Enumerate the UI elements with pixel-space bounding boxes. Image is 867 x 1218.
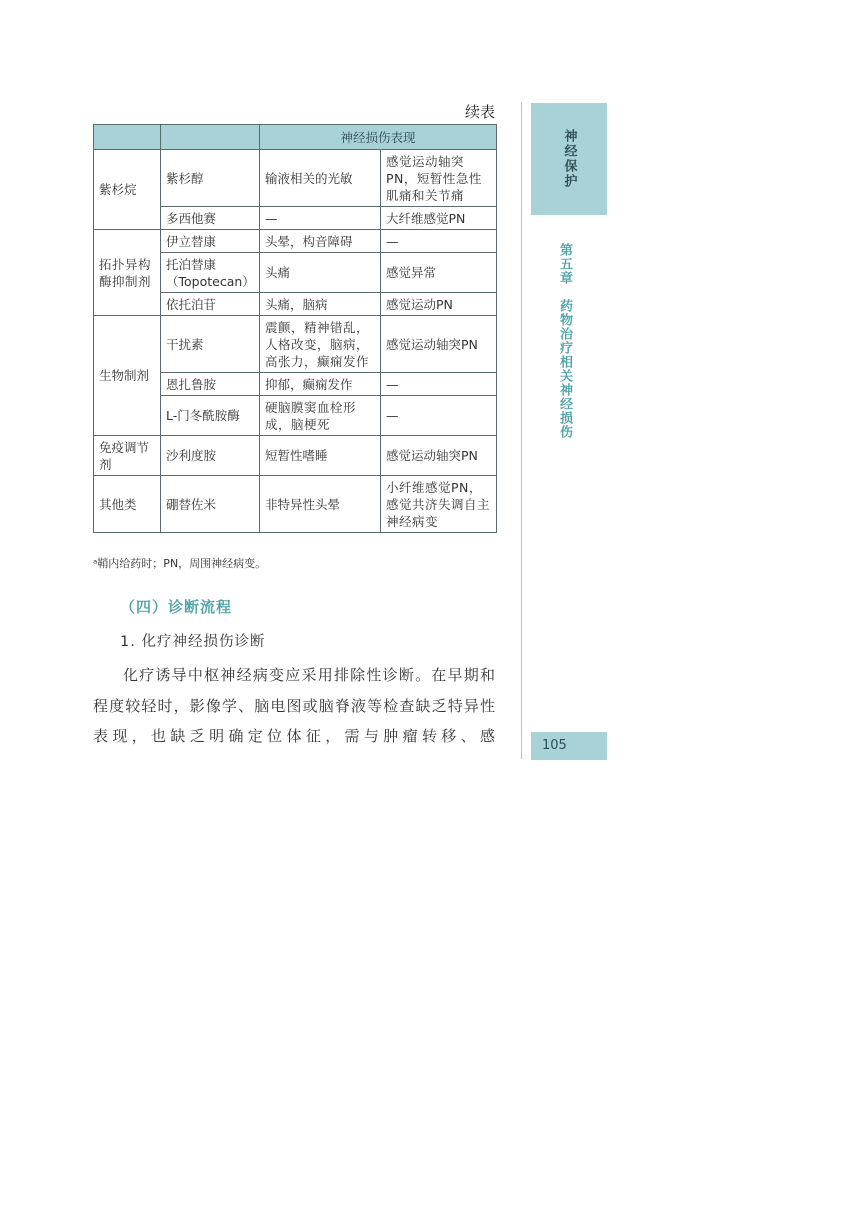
section-tab bbox=[531, 103, 607, 215]
category-cell: 其他类 bbox=[94, 476, 161, 533]
header-cell-neuro: 神经损伤表现 bbox=[260, 125, 497, 150]
drug-cell: 托泊替康（Topotecan） bbox=[161, 253, 260, 293]
table-row bbox=[94, 316, 497, 373]
body-paragraph: 化疗诱导中枢神经病变应采用排除性诊断。在早期和程度较轻时，影像学、脑电图或脑脊液等检查缺乏特异性表现，也缺乏明确定位体征，需与肿瘤转移、感 bbox=[93, 666, 496, 745]
peripheral-cell: 感觉运动PN bbox=[381, 293, 497, 316]
category-cell: 生物制剂 bbox=[94, 316, 161, 436]
category-cell: 拓扑异构酶抑制剂 bbox=[94, 230, 161, 316]
central-cell: 输液相关的光敏 bbox=[260, 150, 381, 207]
subsection-heading: 1. 化疗神经损伤诊断 bbox=[120, 634, 266, 650]
section-heading: （四）诊断流程 bbox=[120, 598, 233, 616]
page-number: 105 bbox=[531, 732, 607, 760]
table-footnote: ᵃ鞘内给药时；PN，周围神经病变。 bbox=[93, 557, 267, 570]
table-continued-label: 续表 bbox=[464, 103, 495, 121]
drug-cell: 紫杉醇 bbox=[161, 150, 260, 207]
drug-cell: 依托泊苷 bbox=[161, 293, 260, 316]
peripheral-cell: — bbox=[381, 230, 497, 253]
peripheral-cell: — bbox=[381, 373, 497, 396]
central-cell: 非特异性头晕 bbox=[260, 476, 381, 533]
peripheral-cell: 小纤维感觉PN，感觉共济失调自主神经病变 bbox=[381, 476, 497, 533]
central-cell: 头痛，脑病 bbox=[260, 293, 381, 316]
table-row bbox=[94, 150, 497, 207]
central-cell: 头晕，构音障碍 bbox=[260, 230, 381, 253]
drug-neurotoxicity-table bbox=[93, 124, 497, 533]
peripheral-cell: 感觉异常 bbox=[381, 253, 497, 293]
central-cell: 硬脑膜窦血栓形成，脑梗死 bbox=[260, 396, 381, 436]
drug-cell: 伊立替康 bbox=[161, 230, 260, 253]
category-cell: 免疫调节剂 bbox=[94, 436, 161, 476]
drug-cell: L-门冬酰胺酶 bbox=[161, 396, 260, 436]
drug-cell: 干扰素 bbox=[161, 316, 260, 373]
margin-divider bbox=[521, 102, 522, 759]
drug-cell: 多西他赛 bbox=[161, 207, 260, 230]
table-header-row bbox=[94, 125, 497, 150]
central-cell: 短暂性嗜睡 bbox=[260, 436, 381, 476]
drug-cell: 沙利度胺 bbox=[161, 436, 260, 476]
header-cell bbox=[161, 125, 260, 150]
peripheral-cell: 感觉运动轴突PN，短暂性急性肌痛和关节痛 bbox=[381, 150, 497, 207]
chapter-number: 第五章 bbox=[557, 243, 572, 285]
section-tab-label: 神经保护 bbox=[561, 129, 577, 189]
table-row bbox=[94, 476, 497, 533]
table-row bbox=[94, 230, 497, 253]
peripheral-cell: 大纤维感觉PN bbox=[381, 207, 497, 230]
chapter-title: 药物治疗相关神经损伤 bbox=[557, 299, 572, 439]
peripheral-cell: 感觉运动轴突PN bbox=[381, 316, 497, 373]
table-row bbox=[94, 436, 497, 476]
drug-cell: 恩扎鲁胺 bbox=[161, 373, 260, 396]
header-cell bbox=[94, 125, 161, 150]
central-cell: — bbox=[260, 207, 381, 230]
chapter-running-head bbox=[555, 243, 573, 439]
category-cell: 紫杉烷 bbox=[94, 150, 161, 230]
central-cell: 震颤，精神错乱，人格改变，脑病，高张力，癫痫发作 bbox=[260, 316, 381, 373]
drug-cell: 硼替佐米 bbox=[161, 476, 260, 533]
central-cell: 抑郁，癫痫发作 bbox=[260, 373, 381, 396]
peripheral-cell: — bbox=[381, 396, 497, 436]
central-cell: 头痛 bbox=[260, 253, 381, 293]
peripheral-cell: 感觉运动轴突PN bbox=[381, 436, 497, 476]
